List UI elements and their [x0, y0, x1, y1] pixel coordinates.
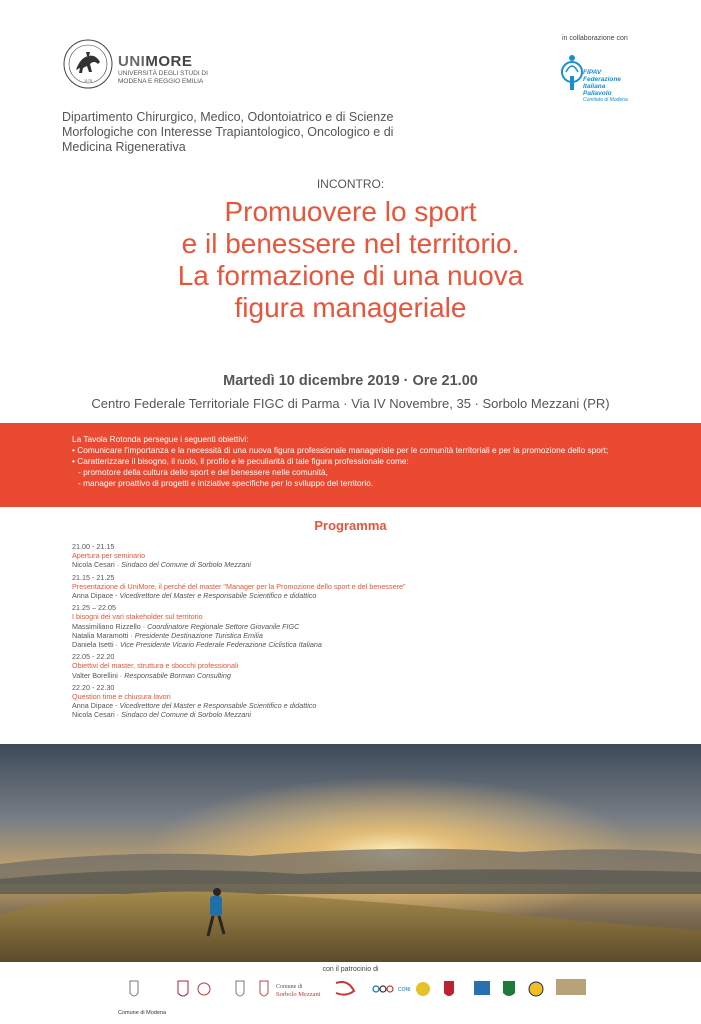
slot-speaker: Massimiliano Rizzello · Coordinatore Regionale Settore Giovanile FIGC — [72, 621, 300, 631]
sport-logo-icon — [198, 983, 210, 995]
unimore-wordmark — [118, 53, 192, 70]
event-type-label: INCONTRO: — [316, 177, 385, 191]
csi-logo-icon — [474, 981, 490, 995]
comune-modena-label: Comune di Modena — [118, 1010, 167, 1016]
slot-speaker: Nicola Cesari · Sindaco del Comune di Sorbolo Mezzani — [72, 710, 251, 720]
collaboration-label: in collaborazione con — [562, 35, 628, 42]
program-slot — [72, 573, 632, 601]
event-venue: Centro Federale Territoriale FIGC di Parma · Via IV Novembre, 35 · Sorbolo Mezzani (PR) — [91, 396, 610, 411]
coni-label: CONI — [398, 987, 411, 993]
slot-speaker: Valter Borellini · Responsabile Borman Consulting — [72, 670, 231, 680]
reggio-crest-icon — [178, 981, 188, 996]
title-line: e il benessere nel territorio. — [181, 228, 520, 259]
sassuolo-crest-icon — [503, 981, 515, 996]
unimore-seal-logo — [62, 38, 114, 90]
coni-rings-icon — [373, 986, 393, 992]
slot-title: Presentazione di UniMore, il perché del master "Manager per la Promozione dello sport e del benessere" — [72, 581, 406, 591]
uni-name-b: MORE — [145, 53, 193, 70]
sorbolo-crest-icon — [260, 981, 268, 996]
sorbolo-line1: Comune di — [276, 984, 303, 990]
objective-sub-item: - promotore della cultura dello sport e del benessere nelle comunità, — [78, 467, 328, 477]
slot-title: Question time e chiusura lavori — [72, 692, 171, 702]
slot-title: Obiettivi del master, struttura e sbocchi professionali — [72, 661, 239, 671]
fipav-line: Federazione — [583, 76, 621, 83]
slot-title: Apertura per seminario — [72, 551, 146, 561]
objectives-intro: La Tavola Rotonda persegue i seguenti obiettivi: — [72, 434, 249, 444]
program-slot — [72, 652, 632, 680]
program-slot — [72, 542, 632, 570]
slot-time: 21.00 - 21.15 — [72, 542, 115, 551]
federation-icon — [336, 982, 354, 995]
sponsor-logos — [118, 977, 588, 1013]
fipav-sub: Comitato di Modena — [583, 97, 628, 103]
program-slot — [72, 683, 632, 720]
program-slot — [72, 603, 632, 649]
slot-time: 22.05 - 22.20 — [72, 652, 115, 662]
slot-time: 22.20 - 22.30 — [72, 682, 115, 692]
stadium-logo-icon — [556, 979, 586, 995]
programma-list — [72, 542, 632, 723]
slot-title: I bisogni dei vari stakeholder sul territorio — [72, 612, 203, 622]
event-title — [0, 196, 701, 324]
department-name: Dipartimento Chirurgico, Medico, Odontoiatrico e di Scienze Morfologiche con Interesse Trapiantologico, Oncologico e di Medicina Rigenerativa — [62, 110, 394, 154]
unimore-subtitle: UNIVERSITÀ DEGLI STUDI DI MODENA E REGGIO EMILIA — [118, 70, 208, 85]
crest-icon — [236, 981, 244, 996]
slot-time: 21.15 - 21.25 — [72, 572, 115, 582]
club-badge-icon — [529, 982, 543, 996]
uni-name-a: UNI — [118, 53, 146, 70]
objective-sub-item: - manager proattivo di progetti e iniziative specifiche per lo sviluppo del territorio. — [78, 478, 374, 488]
title-line: Promuovere lo sport — [224, 196, 477, 227]
objective-bullet: • Caratterizzare il bisogno, il ruolo, il profilo e le peculiarità di tale figura professionale come: — [72, 456, 409, 466]
sport-badge-icon — [416, 982, 430, 996]
slot-speaker: Anna Dipace - Vicedirettore del Master e Responsabile Scientifico e didattico — [72, 591, 317, 601]
fipav-text — [583, 69, 628, 104]
modena-crest-icon — [130, 981, 138, 996]
title-line: La formazione di una nuova — [177, 260, 524, 291]
objective-bullet: • Comunicare l'importanza e la necessità di una nuova figura professionale manageriale per le comunità territoriali e per la promozione dello sport; — [72, 445, 609, 455]
club-crest-icon — [444, 981, 454, 996]
patrocinio-label: con il patrocinio di — [322, 966, 379, 973]
fipav-line: Italiana — [583, 83, 606, 90]
slot-time: 21.25 – 22.05 — [72, 603, 116, 613]
sorbolo-line2: Sorbolo Mezzani — [276, 991, 321, 998]
fipav-name: FIPAV — [583, 69, 602, 76]
title-line: figura manageriale — [234, 292, 467, 323]
slot-speaker: Nicola Cesari · Sindaco del Comune di Sorbolo Mezzani — [72, 560, 251, 570]
objectives-text — [72, 434, 672, 489]
fipav-line: Pallavolo — [583, 90, 612, 97]
slot-speaker: Natalia Maramotti · Presidente Destinazione Turistica Emilia — [72, 630, 263, 640]
seal-year: 1175 — [84, 79, 92, 83]
programma-heading: Programma — [314, 518, 387, 533]
landscape-photo — [0, 744, 701, 962]
slot-speaker: Daniela Isetti · Vice Presidente Vicario Federale Federazione Ciclistica Italiana — [72, 640, 322, 650]
event-date: Martedì 10 dicembre 2019 · Ore 21.00 — [223, 373, 478, 389]
slot-speaker: Anna Dipace - Vicedirettore del Master e Responsabile Scientifico e didattico — [72, 701, 317, 711]
